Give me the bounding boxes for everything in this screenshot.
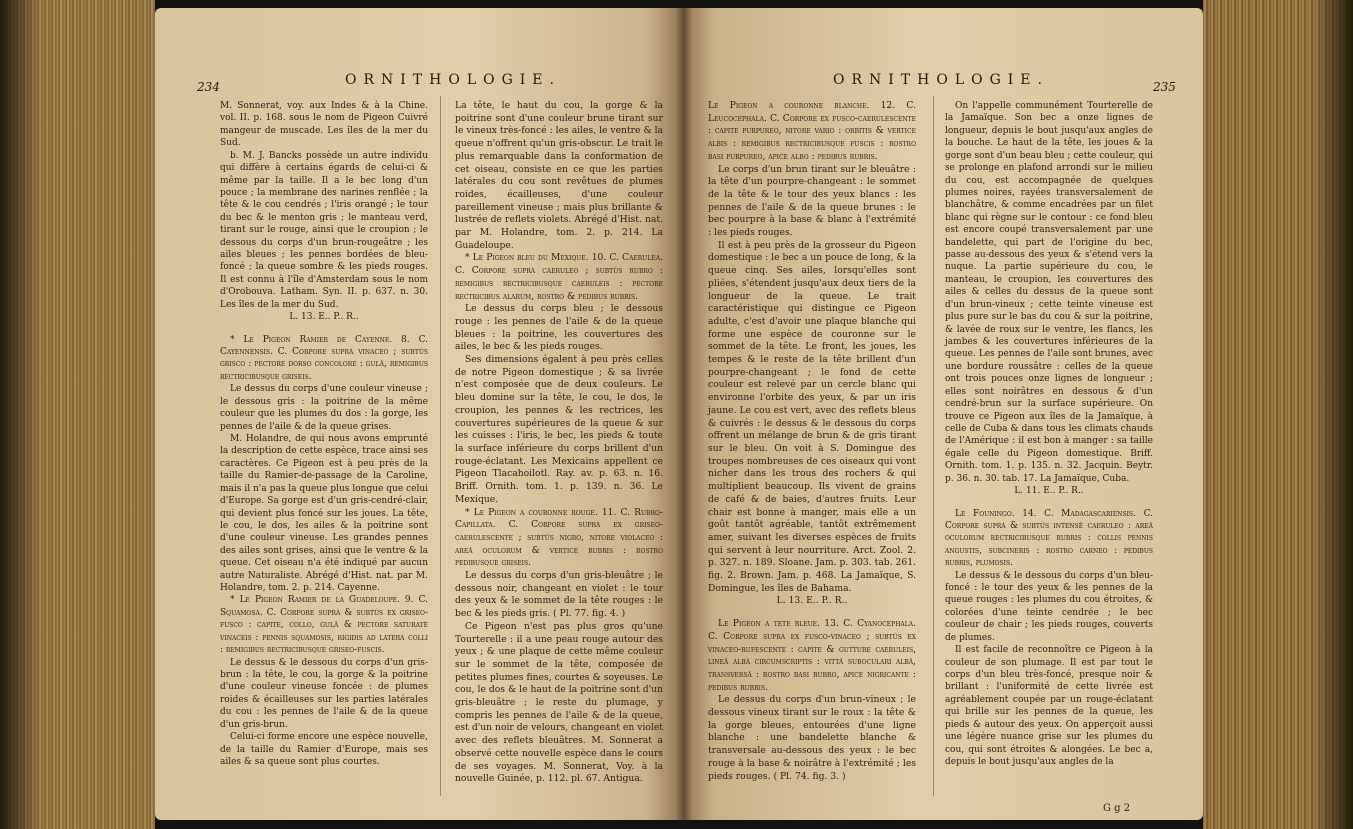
- column-rule: [933, 96, 934, 796]
- paragraph: b. M. J. Bancks possède un autre individu qui diffère à certains égards de celui-ci & même par la taille. Il a le bec long d'un pouce ; la membrane des narines renflée ; la tête & le cou cendrés ; l'iris orangé ; le tour du bec & le menton gris ; le manteau verd, tirant sur le rouge, ainsi que le croupion ; le dessous du corps d'un brun-rougeâtre ; les ailes bleues ; les pennes bordées de bleu-foncé ; la queue sombre & les pieds rouges. Il est connu à l'île d'Amsterdam sous le nom d'Orobouva. Latham. Syn. II. p. 637. n. 30. Les îles de la mer du Sud.: [220, 150, 428, 310]
- paragraph: Le dessus & le dessous du corps d'un gris-brun : la tête, le cou, la gorge & la poitrine d'une couleur vineuse foncée : de plumes roides & écailleuses sur les parties latérales du cou : les pennes de l'aile & de la queue d'un gris-brun.: [220, 657, 428, 730]
- paragraph: Il est facile de reconnoître ce Pigeon à la couleur de son plumage. Il est par tout le corps d'un bleu très-foncé, presque noir & brillant : l'uniformité de cette livrée est agréablement coupée par un rouge-éclatant qui brille sur les pennes de la queue, les pieds & autour des yeux. On apperçoit aussi une légère nuance grise sur les plumes du cou, qui sont étroites & alongées. Le bec a, depuis le bout jusqu'aux angles de la: [945, 645, 1153, 767]
- paragraph: On l'appelle communément Tourterelle de la Jamaïque. Son bec a onze lignes de longueur, depuis le bout jusqu'aux angles de la bouche. Le haut de la tête, les joues & la gorge sont d'un beau bleu ; cette couleur, qui se prolonge en plafond arrondi sur le milieu du cou, est accompagnée de quelques plumes noires, rayées transversalement de blanchâtre, & comme encadrées par un filet blanc qui règne sur le contour : ce fond bleu est encore coupé transversalement par une bandelette, qui part de l'origine du bec, passe au-dessous des yeux & s'étend vers la nuque. La partie supérieure du cou, le manteau, le croupion, les couvertures des ailes & celles du dessus de la queue sont d'un brun-vineux ; cette teinte vineuse est plus pure sur le bas du cou & sur la poitrine, & lavée de roux sur le ventre, les flancs, les jambes & les couvertures inférieures de la queue. Les pennes de l'aile sont brunes, avec une bordure roussâtre : celles de la queue ont trois pouces onze lignes de longueur ; elles sont noirâtres en dessous & d'un cendré-brun sur la surface supérieure. On trouve ce Pigeon aux îles de la Jamaïque, à celle de Cuba & dans tous les climats chauds de l'Amérique : il est bon à manger : sa taille égale celle du Pigeon domestique. Briff. Ornith. tom. 1. p. 135. n. 32. Jacquin. Beytr. p. 36. n. 30. tab. 17. La Jamaïque, Cuba.: [945, 101, 1153, 484]
- reference-line: L. 13. E.. P.. R..: [289, 312, 359, 323]
- running-head: ORNITHOLOGIE.: [833, 72, 1049, 88]
- species-heading: * Le Pigeon bleu du Mexique. 10. C. Caerulea. C. Corpore suprà caeruleo ; subtùs rubro : remigibus rectricibusque caeruleis : pectore rectricibus alarum, rostro & pedibus rubris.: [455, 252, 663, 302]
- species-heading: Le Founingo. 14. C. Madagascariensis. C. Corpore suprà & subtùs intensè caeruleo : areâ oculorum rectricibusque rubris : collis pennis angustis, subcineris : rostro carneo : pedibus rubris, plumosis.: [945, 508, 1153, 569]
- paragraph: Le dessus & le dessous du corps d'un bleu-foncé : le tour des yeux & les pennes de la queue rouges : les plumes du cou étroites, & colorées d'une teinte cendrée ; le bec couleur de chair ; les pieds rouges, couverts de plumes.: [945, 570, 1153, 643]
- book-gutter: [676, 8, 692, 820]
- column-2: [455, 100, 663, 786]
- paragraph: La tête, le haut du cou, la gorge & la poitrine sont d'une couleur brune tirant sur le vineux très-foncé : les ailes, le ventre & la queue n'offrent qu'un gris-obscur. Le trait le plus remarquable dans la conformation de cet oiseau, consiste en ce que les parties latérales du cou sont revêtues de plumes roides, écailleuses, d'une couleur pareillement vineuse ; mais plus brillante & lustrée de reflets violets. Abrégé d'Hist. nat. par M. Holandre, tom. 2. p. 214. La Guadeloupe.: [455, 100, 663, 251]
- paragraph: Le dessus du corps bleu ; le dessous rouge : les pennes de l'aile & de la queue bleues : la poitrine, les couvertures des ailes, le bec & les pieds rouges.: [455, 303, 663, 353]
- species-heading: * Le Pigeon a couronne rouge. 11. C. Rubro-Capillata. C. Corpore suprà ex griseo-caerulescente ; subtùs nigro, nitore violaceo : areâ oculorum & vertice rubris : rostro pedibusque griseis.: [455, 506, 663, 569]
- reference-line: L. 13. E.. P.. R..: [776, 595, 848, 607]
- page-number: 235: [1153, 80, 1176, 94]
- paragraph: Le dessus du corps d'une couleur vineuse ; le dessous gris : la poitrine de la même couleur que les plumes du dos : la gorge, les pennes de l'aile & de la queue grises.: [220, 384, 428, 432]
- species-heading: * Le Pigeon Ramier de Cayenne. 8. C. Cayennensis. C. Corpore suprà vinaceo ; subtùs grisco : pectore dorso concolore : gulâ, remigibus rectricibusque griseis.: [220, 334, 428, 382]
- signature-mark: G g 2: [1103, 803, 1131, 814]
- column-2: [945, 100, 1153, 768]
- paragraph: Ce Pigeon n'est pas plus gros qu'une Tourterelle : il a une peau rouge autour des yeux ; & une plaque de cette même couleur sur le sommet de la tête, composée de petites plumes fines, courtes & soyeuses. Le cou, le dos & le haut de la poitrine sont d'un gris-bleuâtre ; le reste du plumage, y compris les pennes de l'aile & de la queue, est d'un noir de velours, changeant en violet avec des reflets bleuâtres. M. Sonnerat a observé cette nouvelle espèce dans le cours de ses voyages. M. Sonnerat, Voy. à la nouvelle Guinée, p. 112. pl. 67. Antigua.: [455, 620, 663, 785]
- right-page: [683, 8, 1203, 820]
- left-page-edges: [0, 0, 155, 829]
- column-1: [708, 100, 916, 783]
- paragraph: Ses dimensions égalent à peu près celles de notre Pigeon domestique ; & sa livrée n'est composée que de deux couleurs. Le bleu domine sur la tête, le cou, le dos, le croupion, les pennes & les rectrices, les couvertures supérieures de la queue & sur les cuisses : l'iris, le bec, les pieds & toute la surface inférieure du corps brillent d'un rouge-éclatant. Les Mexicains appellent ce Pigeon Tlacahoilotl. Ray. av. p. 63. n. 16. Briff. Ornith. tom. 1. p. 139. n. 36. Le Mexique.: [455, 354, 663, 505]
- paragraph: Le corps d'un brun tirant sur le bleuâtre : la tête d'un pourpre-changeant : le sommet de la tête & le tour des yeux blancs : les pennes de l'aile & de la queue brunes : le bec pourpre à la base & blanc à l'extrémité : les pieds rouges.: [708, 163, 916, 239]
- paragraph: M. Sonnerat, voy. aux Indes & à la Chine. vol. II. p. 168. sous le nom de Pigeon Cuivré mangeur de muscade. Les îles de la mer du Sud.: [220, 101, 428, 149]
- paragraph: Le dessus du corps d'un brun-vineux ; le dessous vineux tirant sur le roux : la tête & la gorge bleues, entourées d'une ligne blanche : une bandelette blanche & transversale au-dessous des yeux : le bec rouge à la base & noirâtre à l'extrémité ; les pieds rouges. ( Pl. 74. fig. 3. ): [708, 694, 916, 782]
- column-rule: [440, 96, 441, 796]
- reference-line: L. 11. E.. P.. R..: [1014, 486, 1084, 497]
- page-number: 234: [197, 80, 220, 94]
- running-head: ORNITHOLOGIE.: [345, 72, 561, 88]
- species-heading: Le Pigeon a couronne blanche. 12. C. Leucocephala. C. Corpore ex fusco-caerulescente : capite purpureo, nitore vario : orbitis & vertice albis : remigibus rectricibusque fuscis : rostro basi purpureo, apice albo : pedibus rubris.: [708, 100, 916, 162]
- paragraph: M. Holandre, de qui nous avons emprunté la description de cette espèce, trace ainsi ses caractères. Ce Pigeon est à peu près de la taille du Ramier-de-passage de la Caroline, mais il n'a pas la queue plus longue que celui d'Europe. Sa gorge est d'un gris-cendré-clair, qui devient plus foncé sur les joues. La tête, le cou, le dos, les ailes & la poitrine sont d'une couleur vineuse. Les grandes pennes des ailes sont grises, ainsi que le ventre & la queue. Cet oiseau n'a été indiqué par aucun autre Naturaliste. Abrégé d'Hist. nat. par M. Holandre, tom. 2. p. 214. Cayenne.: [220, 433, 428, 594]
- column-1: [220, 100, 428, 768]
- left-page: [155, 8, 683, 820]
- species-heading: Le Pigeon a tete bleue. 13. C. Cyanocephala. C. Corpore suprà ex fusco-vinaceo ; subtùs ex vinaceo-rufescente : capite & gutture caeruleis, lineâ albâ circumscriptis : vittâ suboculari albâ, transversâ : rostro basi rubro, apice nigricante : pedibus rubris.: [708, 618, 916, 693]
- paragraph: Le dessus du corps d'un gris-bleuâtre ; le dessous noir, changeant en violet : le tour des yeux & le sommet de la tête rouges : le bec & les pieds gris. ( Pl. 77. fig. 4. ): [455, 570, 663, 620]
- paragraph: Il est à peu près de la grosseur du Pigeon domestique : le bec a un pouce de long, & la queue cinq. Ses ailes, lorsqu'elles sont pliées, s'étendent jusqu'aux deux tiers de la longueur de la queue. Le trait caractéristique qui distingue ce Pigeon adulte, c'est d'avoir une plaque blanche qui forme une espèce de couronne sur le sommet de la tête. Le front, les joues, les tempes & le reste de la tête brillent d'un pourpre-changeant ; le fond de cette couleur est relevé par un cercle blanc qui environne l'orbite des yeux, & par un iris jaune. Le cou est vert, avec des reflets bleus & cuivrés : le dessus & le dessous du corps offrent un mélange de brun & de gris tirant sur le bleu. On voit à S. Domingue des troupes nombreuses de ces oiseaux qui vont nicher dans les trous des rochers & qui multiplient beaucoup. Ils vivent de grains de café & de baies, d'autres fruits. Leur chair est bonne à manger, mais elle a un goût tantôt agréable, tantôt extrêmement amer, suivant les diverses espèces de fruits qui servent à leur nourriture. Arct. Zool. 2. p. 327. n. 189. Sloane. Jam. p. 303. tab. 261. fig. 2. Brown. Jam. p. 468. La Jamaïque, S. Domingue, les îles de Bahama.: [708, 239, 916, 594]
- right-page-edges: [1203, 0, 1353, 829]
- paragraph: Celui-ci forme encore une espèce nouvelle, de la taille du Ramier d'Europe, mais ses ailes & sa queue sont plus courtes.: [220, 732, 428, 767]
- species-heading: * Le Pigeon Ramier de la Guadeloupe. 9. C. Squamosa. C. Corpore suprà & subtùs ex griseo-fusco : capite, collo, gulâ & pectore saturatè vinaceis : pennis squamosis, rigidis ad latera colli : remigibus rectricibusque griseo-fuscis.: [220, 595, 428, 656]
